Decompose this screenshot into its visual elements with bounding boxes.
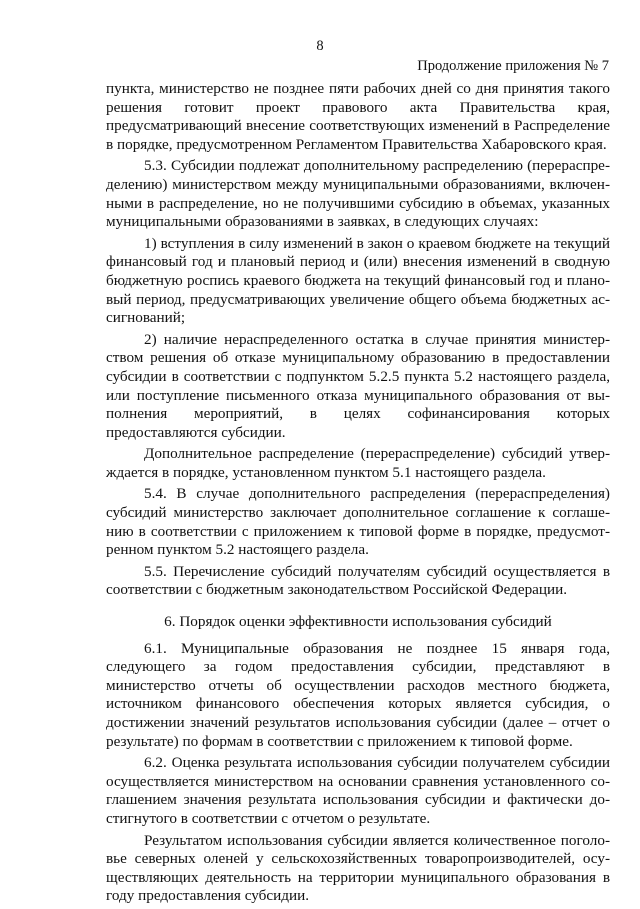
- paragraph-5-3-item-1: 1) вступления в силу изменений в закон о краевом бюджете на текущий финансовый год и плановый период и (или) внесения изменений в сводную бюджетную роспись краевого бюджета на текущий финансовый год и плановый период, предусматривающих увеличение общего объема бюджетных ассигнований;: [106, 234, 610, 327]
- paragraph-5-3: 5.3. Субсидии подлежат дополнительному распределению (перераспределению) министерством между муниципальными образованиями, включенными в распределение, но не получившими субсидию в объемах, указанных муниципальными образованиями в заявках, в следующих случаях:: [106, 157, 610, 231]
- paragraph-5-3-item-2: 2) наличие нераспределенного остатка в случае принятия министерством решения об отказе муниципальному образованию в предоставлении субсидии в соответствии с подпунктом 5.2.5 пункта 5.2 настоящего раздела, или поступление письменного отказа муниципального образования от выполнения мероприятий, в целях софинансирования которых предоставляются субсидии.: [106, 330, 610, 441]
- paragraph-6-1: 6.1. Муниципальные образования не позднее 15 января года, следующего за годом предоставления субсидии, представляют в министерство отчеты об осуществлении расходов местного бюджета, источником финансового обеспечения которых является субсидия, о достижении значений результатов использования субсидии (далее – отчет о результате) по формам в соответствии с приложением к типовой форме.: [106, 639, 610, 750]
- page-number: 8: [316, 38, 324, 54]
- running-header: Продолжение приложения № 7: [417, 58, 609, 74]
- document-body: [106, 80, 610, 909]
- paragraph-result-definition: Результатом использования субсидии является количественное поголовье северных оленей у сельскохозяйственных товаропроизводителей, осуществляющих деятельность на территории муниципального образования в году предоставления субсидии.: [106, 831, 610, 905]
- paragraph-continuation: пункта, министерство не позднее пяти рабочих дней со дня принятия такого решения готовит проект правового акта Правительства края, предусматривающий внесение соответствующих изменений в Распределение в порядке, предусмотренном Регламентом Правительства Хабаровского края.: [106, 80, 610, 153]
- paragraph-5-4: 5.4. В случае дополнительного распределения (перераспределения) субсидий министерство заключает дополнительное соглашение к соглашению в соответствии с приложением к типовой форме в порядке, предусмотренном пунктом 5.2 настоящего раздела.: [106, 485, 610, 559]
- paragraph-5-5: 5.5. Перечисление субсидий получателям субсидий осуществляется в соответствии с бюджетным законодательством Российской Федерации.: [106, 562, 610, 599]
- paragraph-6-2: 6.2. Оценка результата использования субсидии получателем субсидии осуществляется министерством на основании сравнения установленного соглашением значения результата использования субсидии и фактически достигнутого в соответствии с отчетом о результате.: [106, 754, 610, 827]
- section-heading-6: 6. Порядок оценки эффективности использования субсидий: [164, 613, 552, 631]
- paragraph-redistribution-approval: Дополнительное распределение (перераспределение) субсидий утверждается в порядке, установленном пунктом 5.1 настоящего раздела.: [106, 445, 610, 481]
